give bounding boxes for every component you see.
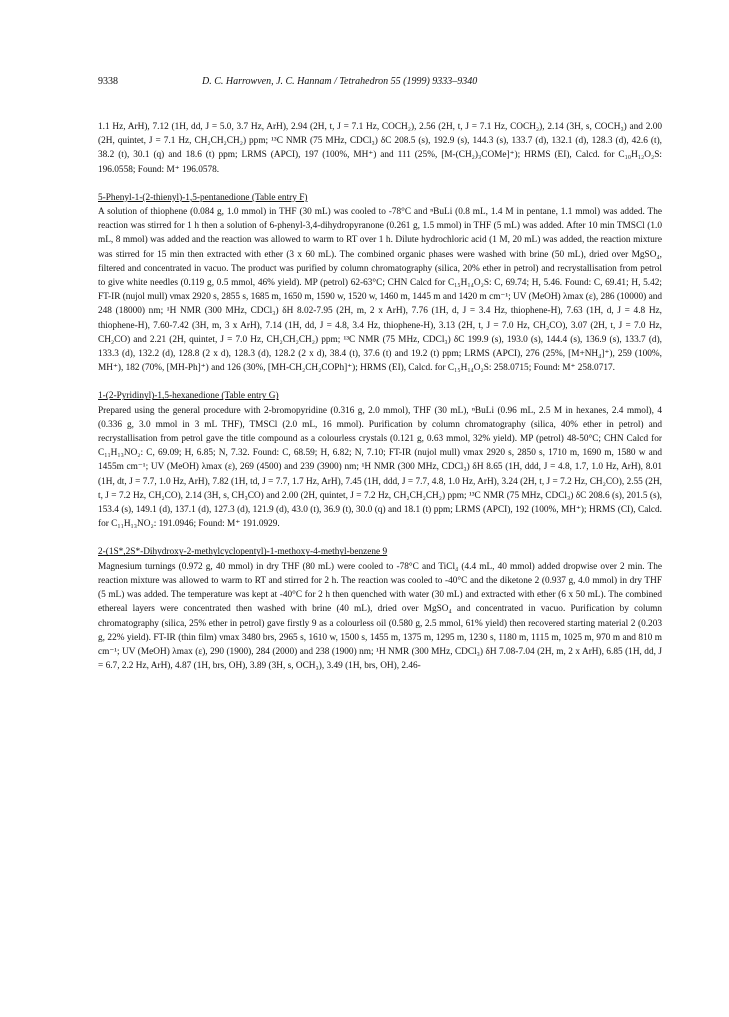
procedure-paragraph-9: Magnesium turnings (0.972 g, 40 mmol) in dry THF (80 mL) were cooled to -78°C and TiCl₄ (4.4 mL, 40 mmol) added dropwise over 2 min. The reaction mixture was allowed to warm to RT and stirred for 2 h. The reaction was cooled to -40°C and the diketone 2 (0.937 g, 4.0 mmol) in dry THF (5 mL) was added. The temperature was kept at -40°C for 2 h then quenched with water (30 mL) and extracted with ether (6 x 50 mL). The combined ethereal layers were concentrated then washed with brine (40 mL), dried over MgSO₄ and concentrated in vacuo. Purification by column chromatography (silica, 25% ether in petrol) gave firstly 9 as a colourless oil (0.580 g, 2.5 mmol, 61% yield) then recovered starting material 2 (0.203 g, 22% yield). FT-IR (thin film) νmax 3480 brs, 2965 s, 1610 w, 1500 s, 1455 m, 1375 m, 1295 m, 1230 s, 1180 m, 1115 m, 1025 m, 970 m and 810 m cm⁻¹; UV (MeOH) λmax (ε), 290 (1900), 284 (2000) and 238 (1900) nm; ¹H NMR (300 MHz, CDCl₃) δH 7.08-7.04 (2H, m, 2 x ArH), 6.85 (1H, dd, J = 6.7, 2.2 Hz, ArH), 4.87 (1H, brs, OH), 3.89 (3H, s, OCH₃), 3.49 (1H, brs, OH), 2.46- bbox=[98, 561, 662, 672]
compound-heading-entry-g bbox=[98, 389, 662, 403]
compound-heading-9 bbox=[98, 545, 662, 559]
procedure-paragraph-entry-f: A solution of thiophene (0.084 g, 1.0 mmol) in THF (30 mL) was cooled to -78°C and ⁿBuLi (0.8 mL, 1.4 M in pentane, 1.1 mmol) was added. The reaction was stirred for 1 h then a solution of 6-phenyl-3,4-dihydropyranone (0.261 g, 1.5 mmol) in THF (5 mL) was added. After 10 min TMSCl (1.0 mL, 8 mmol) was added and the reaction was allowed to warm to RT over 1 h. Dilute hydrochloric acid (1 M, 20 mL) was added, the reaction mixture was stirred for 15 min then extracted with ether (3 x 60 mL). The combined organic phases were washed with brine (50 mL), dried over MgSO₄, filtered and concentrated in vacuo. The product was purified by column chromatography (silica, 20% ether in petrol) and recrystallisation from petrol to give white needles (0.119 g, 0.5 mmol, 46% yield). MP (petrol) 62-63°C; CHN Calcd for C₁₅H₁₄O₂S: C, 69.74; H, 5.46. Found: C, 69.41; H, 5.42; FT-IR (nujol mull) νmax 2920 s, 2855 s, 1685 m, 1650 m, 1590 w, 1520 w, 1460 m, 1445 m and 1420 m cm⁻¹; UV (MeOH) λmax (ε), 286 (10000) and 248 (18000) nm; ¹H NMR (300 MHz, CDCl₃) δH 8.02-7.95 (2H, m, 2 x ArH), 7.76 (1H, d, J = 3.4 Hz, thiophene-H), 7.63 (1H, d, J = 4.8 Hz, thiophene-H), 7.60-7.42 (3H, m, 3 x ArH), 7.14 (1H, dd, J = 4.8, 3.4 Hz, thiophene-H), 3.13 (2H, t, J = 7.0 Hz, CH₂CO), 3.07 (2H, t, J = 7.0 Hz, CH₂CO) and 2.21 (2H, quintet, J = 7.0 Hz, CH₂CH₂CH₂) ppm; ¹³C NMR (75 MHz, CDCl₃) δC 199.9 (s), 193.0 (s), 144.4 (s), 136.9 (s), 133.7 (d), 133.3 (d), 132.2 (d), 128.8 (2 x d), 128.3 (d), 128.2 (2 x d), 38.4 (t), 37.6 (t) and 19.2 (t) ppm; LRMS (APCI), 276 (25%, [M+NH₄]⁺), 259 (100%, MH⁺), 182 (70%, [MH-Ph]⁺) and 126 (30%, [MH-CH₂CH₂COPh]⁺); HRMS (EI), Calcd. for C₁₅H₁₄O₂S: 258.0715; Found: M⁺ 258.0717. bbox=[98, 207, 662, 374]
compound-name: 2-(1S*,2S*-Dihydroxy-2-methylcyclopentyl)-1-methoxy-4-methyl-benzene 9 bbox=[98, 547, 388, 558]
compound-name: 5-Phenyl-1-(2-thienyl)-1,5-pentanedione bbox=[98, 192, 250, 203]
table-entry-note: (Table entry F) bbox=[249, 192, 308, 203]
page-number: 9338 bbox=[98, 76, 118, 87]
compound-heading-entry-f bbox=[98, 191, 662, 205]
procedure-paragraph-entry-g: Prepared using the general procedure with 2-bromopyridine (0.316 g, 2.0 mmol), THF (30 mL), ⁿBuLi (0.96 mL, 2.5 M in hexanes, 2.4 mmol), 4 (0.336 g, 3.0 mmol in 3 mL THF), TMSCl (2.0 mL, 16 mmol). Purification by column chromatography (silica, 40% ether in petrol) and recrystallisation from petrol gave the title compound as a colourless crystals (0.121 g, 0.63 mmol, 32% yield). MP (petrol) 48-50°C; CHN Calcd for C₁₁H₁₃NO₂: C, 69.09; H, 6.85; N, 7.32. Found: C, 68.59; H, 6.82; N, 7.10; FT-IR (nujol mull) νmax 2920 s, 2850 s, 1710 m, 1690 m, 1580 w and 1455m cm⁻¹; UV (MeOH) λmax (ε), 269 (4500) and 239 (3900) nm; ¹H NMR (300 MHz, CDCl₃) δH 8.65 (1H, ddd, J = 4.8, 1.7, 1.0 Hz, ArH), 8.01 (1H, dt, J = 7.7, 1.0 Hz, ArH), 7.82 (1H, td, J = 7.7, 1.7 Hz, ArH), 7.45 (1H, ddd, J = 7.7, 4.8, 1.0 Hz, ArH), 3.24 (2H, t, J = 7.2 Hz, CH₂CO), 2.55 (2H, t, J = 7.2 Hz, CH₂CO), 2.14 (3H, s, CH₃CO) and 2.00 (2H, quintet, J = 7.2 Hz, CH₂CH₂CH₂) ppm; ¹³C NMR (75 MHz, CDCl₃) δC 208.6 (s), 201.5 (s), 153.4 (s), 149.1 (d), 137.1 (d), 127.3 (d), 121.9 (d), 43.0 (t), 36.9 (t), 30.0 (q) and 18.1 (t) ppm; LRMS (APCI), 192 (100%, MH⁺); HRMS (CI), Calcd. for C₁₁H₁₃NO₂: 191.0946; Found: M⁺ 191.0929. bbox=[98, 405, 662, 530]
table-entry-note: (Table entry G) bbox=[219, 391, 279, 402]
page-header bbox=[98, 76, 658, 92]
running-head: D. C. Harrowven, J. C. Hannam / Tetrahedron 55 (1999) 9333–9340 bbox=[202, 76, 478, 87]
continued-paragraph: 1.1 Hz, ArH), 7.12 (1H, dd, J = 5.0, 3.7 Hz, ArH), 2.94 (2H, t, J = 7.1 Hz, COCH₂), 2.56 (2H, t, J = 7.1 Hz, COCH₂), 2.14 (3H, s, COCH₃) and 2.00 (2H, quintet, J = 7.1 Hz, CH₂CH₂CH₂) ppm; ¹³C NMR (75 MHz, CDCl₃) δC 208.5 (s), 192.9 (s), 144.3 (s), 133.7 (d), 132.1 (d), 128.3 (d), 42.6 (t), 38.2 (t), 30.1 (q) and 18.6 (t) ppm; LRMS (APCI), 197 (100%, MH⁺) and 111 (25%, [M-(CH₂)₃COMe]⁺); HRMS (EI), Calcd. for C₁₀H₁₂O₂S: 196.0558; Found: M⁺ 196.0578. bbox=[98, 122, 662, 175]
article-body bbox=[98, 120, 662, 673]
compound-name: 1-(2-Pyridinyl)-1,5-hexanedione bbox=[98, 391, 220, 402]
